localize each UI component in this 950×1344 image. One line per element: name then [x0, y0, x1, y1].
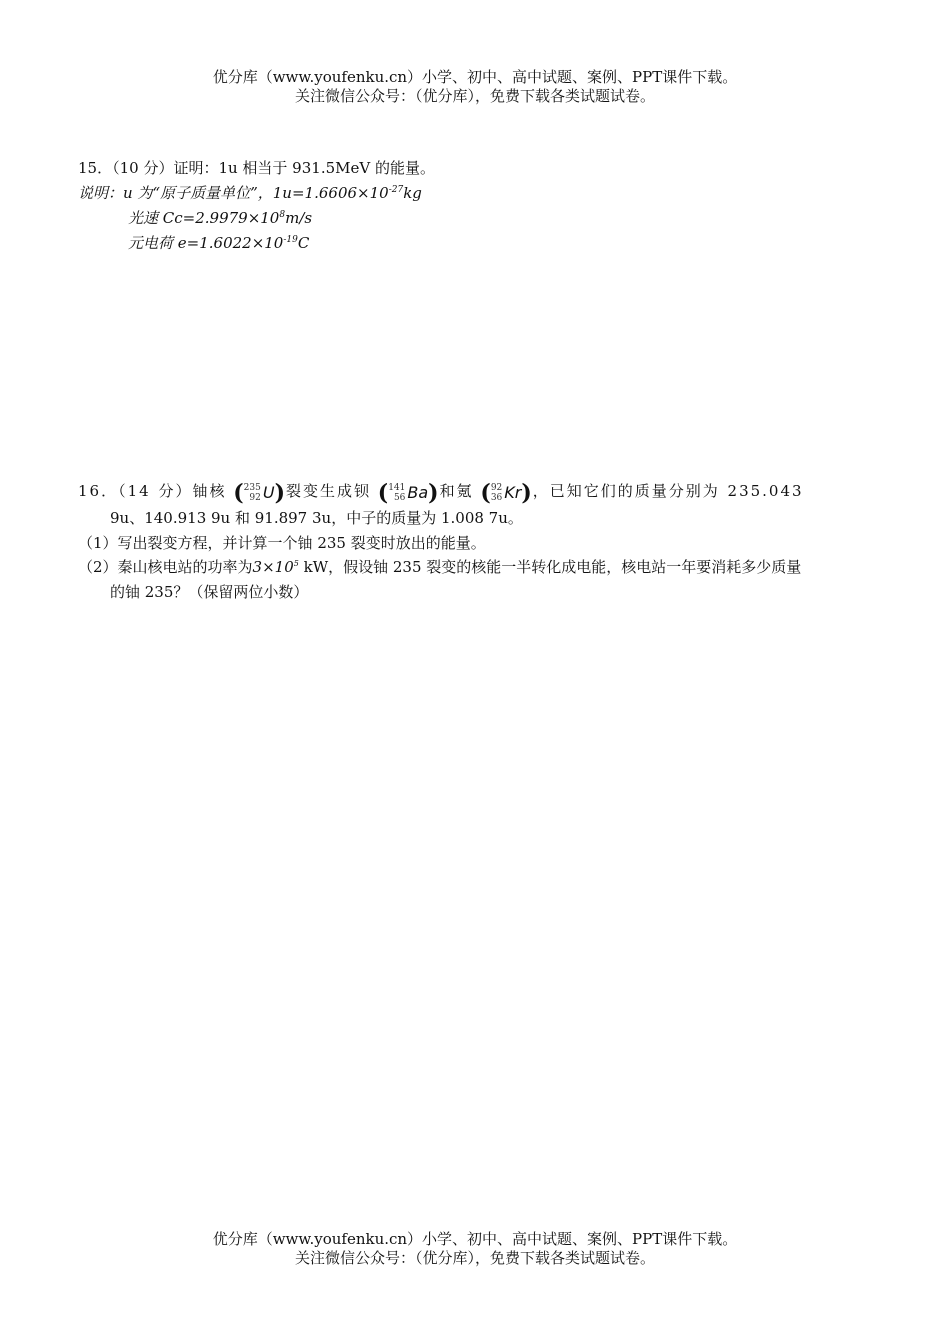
q16-text-4: ，已知它们的质量分别为 235.043 — [532, 482, 804, 500]
q16-text-1: 16．（14 分）铀核 — [78, 482, 227, 500]
header-line-1: 优分库（www.youfenku.cn）小学、初中、高中试题、案例、PPT课件下载。 — [212, 68, 738, 86]
q15-title-text: 15．（10 分）证明：1u 相当于 931.5MeV 的能量。 — [78, 159, 435, 177]
q16-masses-text: 9u、140.913 9u 和 91.897 3u，中子的质量为 1.008 7u。 — [110, 509, 523, 527]
q16-text-3: 和氪 — [439, 482, 474, 500]
barium-atomic-number: 56 — [393, 492, 406, 503]
uranium-symbol: U — [262, 482, 275, 502]
q15-charge-exponent: -19 — [283, 235, 298, 245]
q15-light-speed-unit: m/s — [285, 209, 313, 227]
header-line-2: 关注微信公众号：（优分库），免费下载各类试题试卷。 — [294, 87, 655, 105]
q16-text-2: 裂变生成钡 — [285, 482, 371, 500]
q15-elementary-charge — [128, 233, 309, 253]
barium-symbol: Ba — [407, 482, 429, 502]
barium-nuclide: (141 56 Ba) — [377, 479, 439, 506]
barium-mass-number: 141 — [388, 482, 406, 493]
q15-charge-text: 元电荷 e=1.6022×10 — [128, 234, 284, 252]
q16-part-2 — [78, 557, 801, 577]
krypton-mass-number: 92 — [490, 482, 503, 493]
q15-note-exponent: -27 — [388, 185, 404, 195]
q16-part-2-suffix: kW，假设铀 235 裂变的核能一半转化成电能，核电站一年要消耗多少质量 — [298, 558, 802, 576]
power-times: ×10 — [262, 558, 294, 576]
power-coefficient: 3 — [252, 558, 263, 576]
q16-line-2 — [110, 508, 523, 528]
footer-line-2: 关注微信公众号：（优分库），免费下载各类试题试卷。 — [294, 1249, 655, 1267]
q16-part-2-line-2: 的铀 235？（保留两位小数） — [110, 583, 309, 601]
page-footer — [0, 1230, 950, 1268]
krypton-atomic-number: 36 — [490, 492, 503, 503]
uranium-mass-number: 235 — [243, 482, 261, 493]
q16-line-1 — [78, 479, 804, 506]
uranium-atomic-number: 92 — [249, 492, 261, 503]
q15-light-speed-text: 光速 Cc=2.9979×10 — [128, 209, 280, 227]
power-value — [253, 558, 299, 576]
q16-part-2-prefix: （2）秦山核电站的功率为 — [78, 558, 253, 576]
krypton-nuclide: (92 36 Kr) — [480, 479, 532, 506]
q15-note-unit: kg — [403, 184, 422, 202]
page-header — [0, 68, 950, 106]
q15-note-text: 说明：u 为“原子质量单位”，1u=1.6606×10 — [78, 184, 389, 202]
krypton-symbol: Kr — [504, 482, 522, 502]
q16-part-1 — [78, 533, 486, 553]
q16-part-1-text: （1）写出裂变方程，并计算一个铀 235 裂变时放出的能量。 — [78, 534, 486, 552]
power-exponent: 5 — [293, 559, 299, 568]
q16-part-2-continued — [110, 582, 308, 602]
q15-note — [78, 183, 422, 203]
q15-light-speed-exponent: 8 — [279, 210, 286, 220]
q15-charge-unit: C — [297, 234, 310, 252]
q15-title — [78, 158, 435, 178]
uranium-nuclide: (235 92 U) — [233, 479, 285, 506]
footer-line-1: 优分库（www.youfenku.cn）小学、初中、高中试题、案例、PPT课件下载。 — [212, 1230, 738, 1248]
q15-light-speed — [128, 208, 312, 228]
